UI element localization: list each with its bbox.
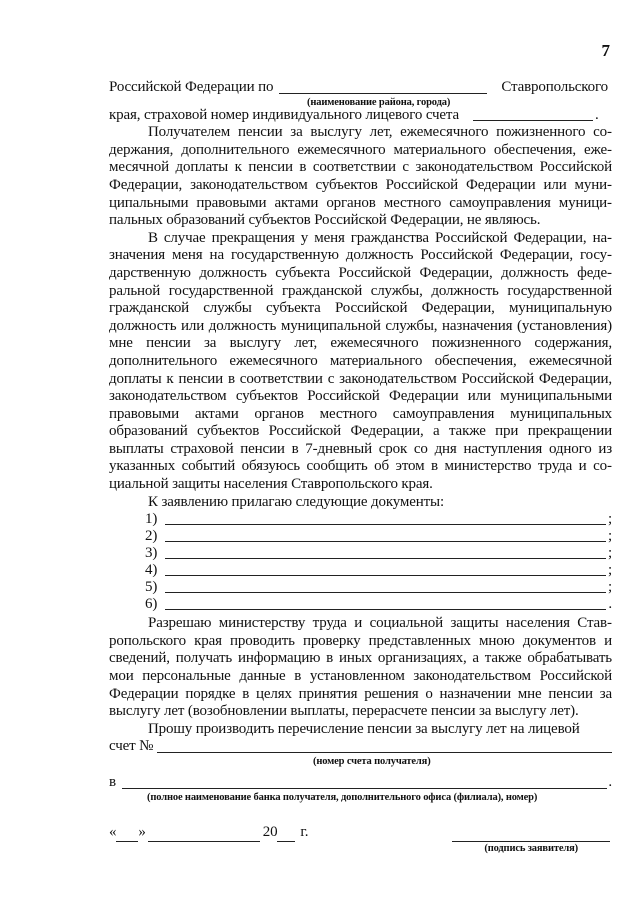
snils-field[interactable] xyxy=(473,107,593,121)
attachment-end: . xyxy=(608,595,612,612)
signature-field[interactable] xyxy=(452,827,610,842)
attachment-row xyxy=(145,562,612,579)
account-number-field[interactable] xyxy=(157,739,612,753)
district-field[interactable] xyxy=(279,80,487,94)
attachment-end: ; xyxy=(607,510,612,527)
date-close-quote: » xyxy=(138,824,146,840)
header-prefix: Российской Федерации по xyxy=(109,79,274,95)
attachment-number: 5) xyxy=(145,578,158,595)
attachment-end: ; xyxy=(607,527,612,544)
header-line-1 xyxy=(109,79,612,97)
account-line xyxy=(109,738,612,756)
day-field[interactable] xyxy=(116,827,138,842)
attachment-end: ; xyxy=(607,578,612,595)
attachments-intro: К заявлению прилагаю следующие документы: xyxy=(148,493,445,510)
paragraph-no-pension: Получателем пенсии за выслугу лет, ежемесячного пожизненного содержания, дополнительного ежемесячного материального обеспечения, ежемесячной доплаты к пенсии в соответствии с законодательством Российской Федерации, законодательством субъектов Российской Федерации или муниципальными правовыми актами органов местного самоуправления муниципальных образований субъектов Российской Федерации, не являюсь. xyxy=(109,124,612,229)
attachment-field[interactable] xyxy=(165,562,606,576)
snils-end: . xyxy=(595,106,599,123)
attachment-field[interactable] xyxy=(165,596,606,610)
account-caption: (номер счета получателя) xyxy=(313,756,431,767)
attachment-row xyxy=(145,545,612,562)
attachment-number: 4) xyxy=(145,561,158,578)
bank-name-field[interactable] xyxy=(122,775,607,789)
attachment-field[interactable] xyxy=(165,511,606,525)
paragraph-consent: Разрешаю министерству труда и социальной защиты населения Ставропольского края проводить проверку представленных мною документов и сведений, получать информацию в иных организациях, а также обрабатывать мои персональные данные в установленном законодательством Российской Федерации порядке в целях принятия решения о назначении мне пенсии за выслугу лет (возобновлении выплаты, перерасчете пенсии за выслугу лет). xyxy=(109,615,612,720)
attachment-row xyxy=(145,596,612,613)
bank-label: в xyxy=(109,774,116,790)
attachment-field[interactable] xyxy=(165,579,606,593)
year-prefix: 20 xyxy=(262,824,278,840)
attachment-number: 6) xyxy=(145,595,158,612)
date-signature-line xyxy=(109,822,612,842)
document-body xyxy=(109,79,612,855)
year-field[interactable] xyxy=(277,827,295,842)
attachment-end: ; xyxy=(607,561,612,578)
month-field[interactable] xyxy=(148,827,260,842)
account-label: счет № xyxy=(109,738,154,755)
header-line-2 xyxy=(109,107,612,125)
paragraph-obligation: В случае прекращения у меня гражданства Российской Федерации, назначения меня на государственную должность Российской Федерации, государственную должность субъекта Российской Федерации, должность федеральной государственной гражданской службы, должность государственной гражданской службы субъекта Российской Федерации, муниципальную должность или должность муниципальной службы, назначения (установления) мне пенсии за выслугу лет, ежемесячного пожизненного содержания, дополнительного ежемесячного материального обеспечения, ежемесячной доплаты к пенсии в соответствии с законодательством Российской Федерации, законодательством субъектов Российской Федерации или муниципальными правовыми актами органов местного самоуправления муниципальных образований субъектов Российской Федерации, а также при прекращении выплаты страховой пенсии в 7-дневный срок со дня наступления одного из указанных событий обязуюсь сообщить об этом в министерство труда и социальной защиты населения Ставропольского края. xyxy=(109,229,612,493)
signature-caption: (подпись заявителя) xyxy=(484,842,578,854)
attachment-row xyxy=(145,511,612,528)
year-suffix: г. xyxy=(300,824,309,840)
attachment-number: 1) xyxy=(145,510,158,527)
paragraph-transfer-request: Прошу производить перечисление пенсии за выслугу лет на лицевой xyxy=(148,720,580,737)
attachment-field[interactable] xyxy=(165,545,606,559)
attachments-list xyxy=(145,511,612,613)
bank-line xyxy=(109,774,612,792)
district-caption: (наименование района, города) xyxy=(307,96,451,108)
attachment-number: 2) xyxy=(145,527,158,544)
date-open-quote: « xyxy=(109,824,117,840)
attachment-end: ; xyxy=(607,544,612,561)
attachment-row xyxy=(145,528,612,545)
page-number: 7 xyxy=(601,41,610,60)
bank-end: . xyxy=(608,774,612,790)
snils-label: края, страховой номер индивидуального лицевого счета xyxy=(109,106,460,123)
bank-caption: (полное наименование банка получателя, дополнительного офиса (филиала), номер) xyxy=(147,791,538,803)
attachment-field[interactable] xyxy=(165,528,606,542)
header-region: Ставропольского xyxy=(501,79,608,95)
attachment-row xyxy=(145,579,612,596)
attachment-number: 3) xyxy=(145,544,158,561)
